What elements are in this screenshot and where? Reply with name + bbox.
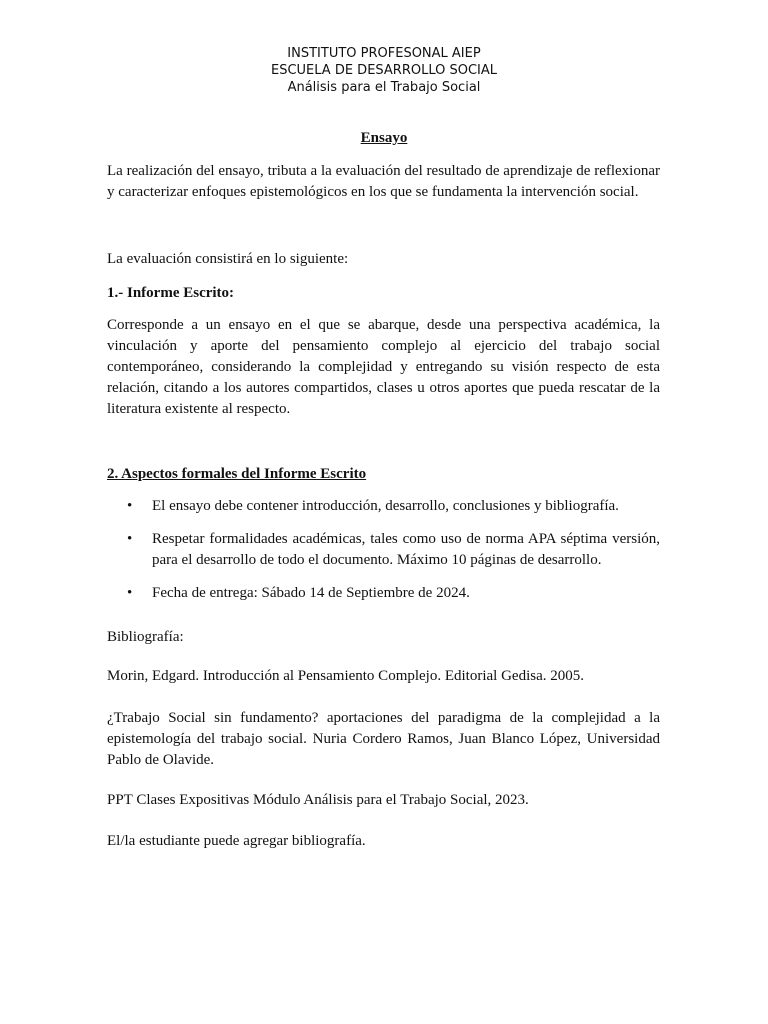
list-item (107, 529, 660, 571)
section1-heading: 1.- Informe Escrito: (107, 285, 235, 301)
list-item-text: Respetar formalidades académicas, tales como uso de norma APA séptima versión, para el desarrollo de todo el documento. Máximo 10 páginas de desarrollo. (152, 531, 660, 568)
intro-paragraph: La realización del ensayo, tributa a la evaluación del resultado de aprendizaje de reflexionar y caracterizar enfoques epistemológicos en los que se fundamenta la intervención social. (107, 163, 660, 200)
bullet-icon: • (127, 498, 133, 514)
bibliography-entry: PPT Clases Expositivas Módulo Análisis para el Trabajo Social, 2023. (107, 792, 529, 808)
header-school: ESCUELA DE DESARROLLO SOCIAL (270, 63, 498, 78)
list-item (107, 583, 660, 604)
list-item (107, 496, 660, 517)
list-item-text: Fecha de entrega: Sábado 14 de Septiembre de 2024. (152, 585, 470, 601)
document-title: Ensayo (360, 130, 408, 146)
bibliography-entry: ¿Trabajo Social sin fundamento? aportaciones del paradigma de la complejidad a la epistemología del trabajo social. Nuria Cordero Ramos, Juan Blanco López, Universidad Pablo de Olavide. (107, 710, 660, 768)
bibliography-heading: Bibliografía: (107, 629, 184, 645)
section1-body: Corresponde a un ensayo en el que se abarque, desde una perspectiva académica, la vinculación y aporte del pensamiento complejo al ejercicio del trabajo social contemporáneo, considerando la complejidad y entregando su visión respecto de esta relación, citando a los autores compartidos, clases u otros aportes que pueda rescatar de la literatura existente al respecto. (107, 317, 660, 417)
requirements-list (107, 496, 660, 616)
bullet-icon: • (127, 585, 133, 601)
header-course: Análisis para el Trabajo Social (287, 80, 481, 95)
document-header (0, 45, 768, 96)
section2-heading: 2. Aspectos formales del Informe Escrito (107, 466, 367, 482)
list-item-text: El ensayo debe contener introducción, desarrollo, conclusiones y bibliografía. (152, 498, 619, 514)
header-institution: INSTITUTO PROFESONAL AIEP (287, 46, 481, 61)
bibliography-note: El/la estudiante puede agregar bibliografía. (107, 833, 366, 849)
bullet-icon: • (127, 531, 133, 547)
bibliography-entry: Morin, Edgard. Introducción al Pensamiento Complejo. Editorial Gedisa. 2005. (107, 668, 584, 684)
evaluation-intro: La evaluación consistirá en lo siguiente: (107, 251, 349, 267)
